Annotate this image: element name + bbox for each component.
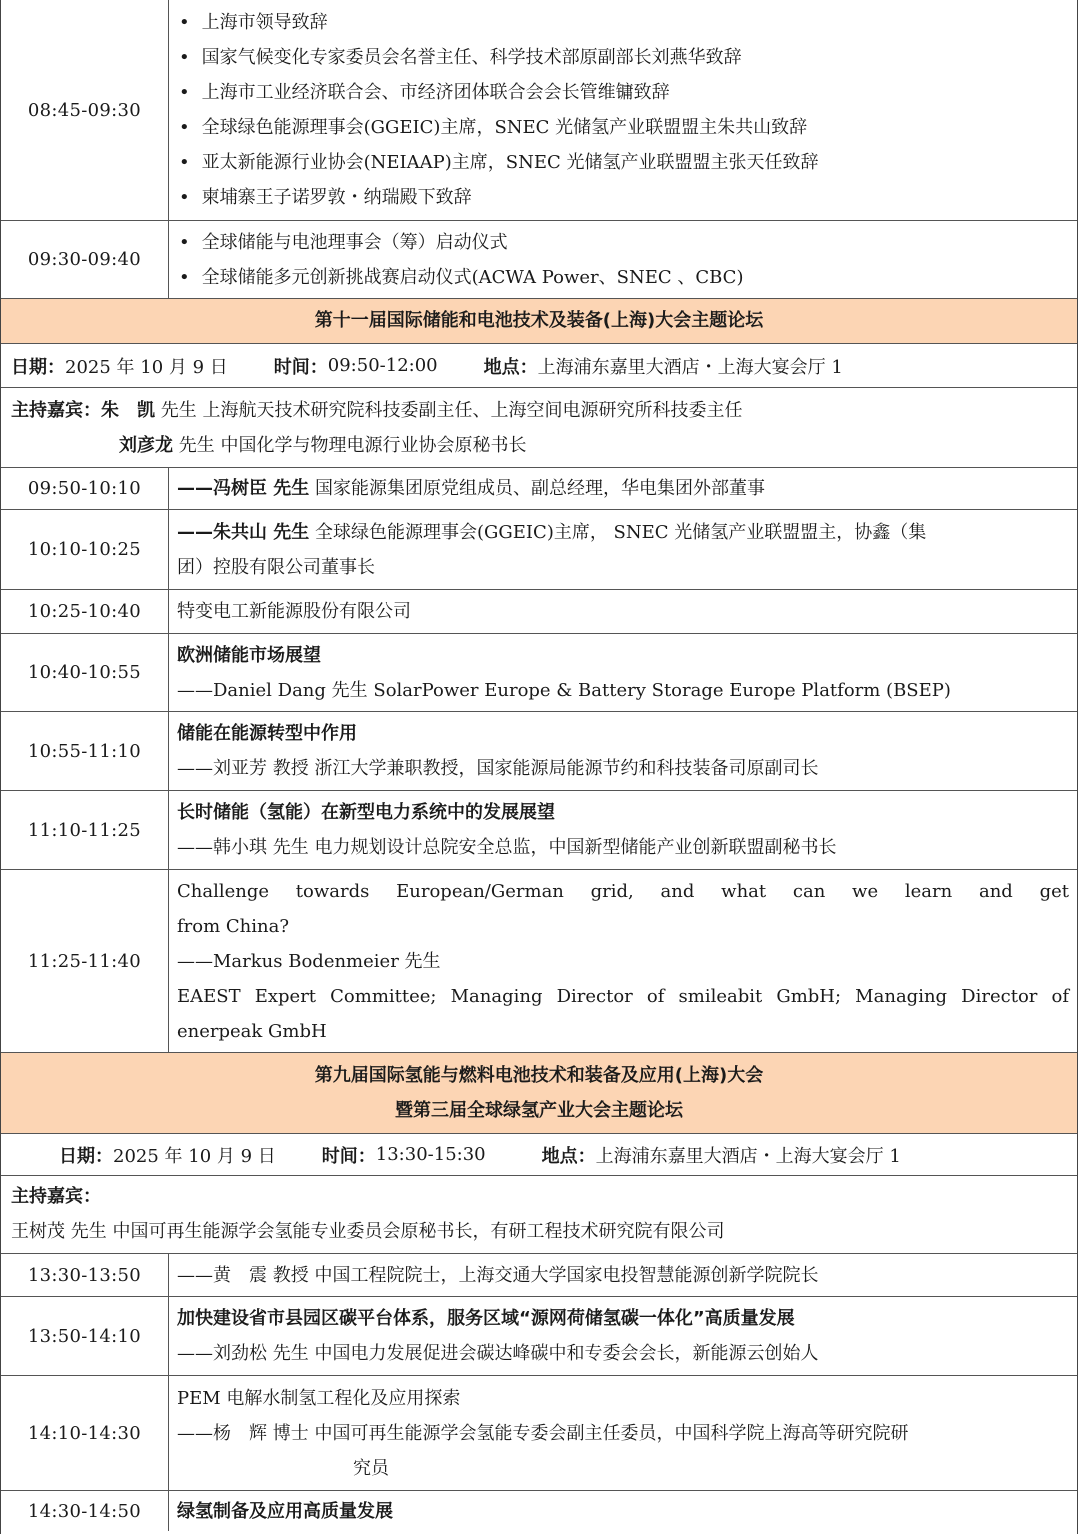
content-cell <box>169 468 1077 509</box>
table-row <box>1 590 1077 634</box>
table-row <box>1 1376 1077 1491</box>
content-cell <box>169 634 1077 711</box>
table-row <box>1 510 1077 590</box>
time-cell: 13:50-14:10 <box>1 1297 169 1375</box>
session-title: 加快建设省市县园区碳平台体系，服务区域“源网荷储氢碳一体化”高质量发展 <box>177 1308 795 1329</box>
content-cell <box>169 1376 1077 1490</box>
bullet-list <box>177 5 1069 215</box>
date-value: 2025 年 10 月 9 日 <box>65 356 228 378</box>
table-row <box>1 791 1077 870</box>
content-cell <box>169 870 1077 1052</box>
date-label: 日期： <box>59 1145 113 1167</box>
speaker-desc: EAEST Expert Committee; Managing Director of smileabit GmbH; Managing Director of <box>177 985 1069 1007</box>
speaker-desc-cont: 团）控股有限公司董事长 <box>177 556 375 578</box>
host-label: 主持嘉宾： <box>11 400 101 421</box>
time-label: 时间： <box>321 1145 376 1167</box>
list-item: • 全球储能多元创新挑战赛启动仪式(ACWA Power、SNEC 、CBC) <box>179 260 1069 295</box>
time-cell: 10:25-10:40 <box>1 590 169 633</box>
speaker-line-cont: 究员 <box>353 1457 389 1479</box>
speaker: ——朱共山 先生 <box>177 521 310 543</box>
forum-title-line: 暨第三届全球绿氢产业大会主题论坛 <box>395 1100 683 1121</box>
time-cell: 09:50-10:10 <box>1 468 169 509</box>
speaker-line: ——刘劲松 先生 中国电力发展促进会碳达峰碳中和专委会会长，新能源云创始人 <box>177 1343 819 1364</box>
time-cell: 14:10-14:30 <box>1 1376 169 1490</box>
content-cell <box>169 1491 1077 1531</box>
forum-info <box>1 344 1077 388</box>
place-label: 地点： <box>541 1145 596 1167</box>
time-cell: 10:40-10:55 <box>1 634 169 711</box>
time-value: 09:50-12:00 <box>327 355 438 376</box>
date-label: 日期： <box>11 356 65 378</box>
host-line <box>11 428 1067 463</box>
list-item: • 全球储能与电池理事会（筹）启动仪式 <box>179 225 1069 260</box>
speaker-line: ——韩小琪 先生 电力规划设计总院安全总监，中国新型储能产业创新联盟副秘书长 <box>177 837 837 858</box>
place-value: 上海浦东嘉里大酒店・上海大宴会厅 1 <box>595 1145 901 1167</box>
speaker-line: ——刘亚芳 教授 浙江大学兼职教授，国家能源局能源节约和科技装备司原副司长 <box>177 758 819 779</box>
host-name: 朱 凯 <box>101 400 155 421</box>
content-cell <box>169 1254 1077 1296</box>
host-block <box>1 388 1077 468</box>
speaker-line: ——Markus Bodenmeier 先生 <box>177 950 441 972</box>
table-row <box>1 712 1077 791</box>
list-item: • 上海市领导致辞 <box>179 5 1069 40</box>
time-cell: 10:55-11:10 <box>1 712 169 790</box>
table-row <box>1 1491 1077 1531</box>
host-line: 王树茂 先生 中国可再生能源学会氢能专业委员会原秘书长，有研工程技术研究院有限公司 <box>11 1221 725 1242</box>
place-value: 上海浦东嘉里大酒店・上海大宴会厅 1 <box>537 356 843 378</box>
content-cell <box>169 0 1077 220</box>
host-line <box>11 393 1067 428</box>
content-cell <box>169 791 1077 869</box>
time-cell: 09:30-09:40 <box>1 221 169 298</box>
forum-info <box>1 1134 1077 1176</box>
list-item: • 亚太新能源行业协会(NEIAAP)主席，SNEC 光储氢产业联盟盟主张天任致辞 <box>179 145 1069 180</box>
time-cell: 10:10-10:25 <box>1 510 169 589</box>
bullet-list <box>177 225 1069 295</box>
speaker-line: ——黄 震 教授 中国工程院院士，上海交通大学国家电投智慧能源创新学院院长 <box>177 1264 819 1286</box>
table-row <box>1 1254 1077 1297</box>
content-cell <box>169 221 1077 298</box>
session-title: 长时储能（氢能）在新型电力系统中的发展展望 <box>177 802 555 823</box>
time-cell: 11:25-11:40 <box>1 870 169 1052</box>
content-cell <box>169 712 1077 790</box>
list-item: • 上海市工业经济联合会、市经济团体联合会会长管维镛致辞 <box>179 75 1069 110</box>
content-cell <box>169 590 1077 633</box>
table-row <box>1 870 1077 1053</box>
session-title: 绿氢制备及应用高质量发展 <box>177 1500 393 1522</box>
host-label: 主持嘉宾： <box>11 1186 101 1207</box>
time-cell: 11:10-11:25 <box>1 791 169 869</box>
time-value: 13:30-15:30 <box>375 1144 486 1165</box>
speaker-line: ——Daniel Dang 先生 SolarPower Europe & Battery Storage Europe Platform (BSEP) <box>177 679 951 701</box>
speaker-desc: 国家能源集团原党组成员、副总经理，华电集团外部董事 <box>315 478 766 499</box>
table-row <box>1 468 1077 510</box>
session-title-en-cont: from China? <box>177 915 289 937</box>
host-title: 先生 上海航天技术研究院科技委副主任、上海空间电源研究所科技委主任 <box>160 400 743 421</box>
forum-title: 第十一届国际储能和电池技术及装备(上海)大会主题论坛 <box>1 299 1077 344</box>
session-title: PEM 电解水制氢工程化及应用探索 <box>177 1387 461 1409</box>
table-row <box>1 1297 1077 1376</box>
list-item: • 国家气候变化专家委员会名誉主任、科学技术部原副部长刘燕华致辞 <box>179 40 1069 75</box>
time-cell: 08:45-09:30 <box>1 0 169 220</box>
place-label: 地点： <box>483 356 538 378</box>
table-row <box>1 634 1077 712</box>
session-title: 欧洲储能市场展望 <box>177 644 321 666</box>
session-text: 特变电工新能源股份有限公司 <box>177 601 411 622</box>
speaker-desc: 全球绿色能源理事会(GGEIC)主席， SNEC 光储氢产业联盟盟主，协鑫（集 <box>315 521 927 543</box>
host-title: 先生 中国化学与物理电源行业协会原秘书长 <box>178 435 527 456</box>
forum-title-line: 第九届国际氢能与燃料电池技术和装备及应用(上海)大会 <box>314 1065 764 1086</box>
forum-title <box>1 1053 1077 1134</box>
list-item: • 全球绿色能源理事会(GGEIC)主席，SNEC 光储氢产业联盟盟主朱共山致辞 <box>179 110 1069 145</box>
table-row <box>1 0 1077 221</box>
host-name: 刘彦龙 <box>119 435 173 456</box>
session-title: 储能在能源转型中作用 <box>177 723 357 744</box>
host-block <box>1 1176 1077 1254</box>
speaker-line: ——杨 辉 博士 中国可再生能源学会氢能专委会副主任委员，中国科学院上海高等研究院研 <box>177 1422 909 1444</box>
content-cell <box>169 1297 1077 1375</box>
speaker-desc-cont: enerpeak GmbH <box>177 1020 327 1042</box>
list-item: • 柬埔寨王子诺罗敦・纳瑞殿下致辞 <box>179 180 1069 215</box>
speaker: ——冯树臣 先生 <box>177 478 310 499</box>
session-title-en: Challenge towards European/German grid, and what can we learn and get <box>177 880 1069 902</box>
time-cell: 14:30-14:50 <box>1 1491 169 1531</box>
time-cell: 13:30-13:50 <box>1 1254 169 1296</box>
time-label: 时间： <box>273 356 328 378</box>
date-value: 2025 年 10 月 9 日 <box>113 1145 276 1167</box>
content-cell <box>169 510 1077 589</box>
table-row <box>1 221 1077 299</box>
